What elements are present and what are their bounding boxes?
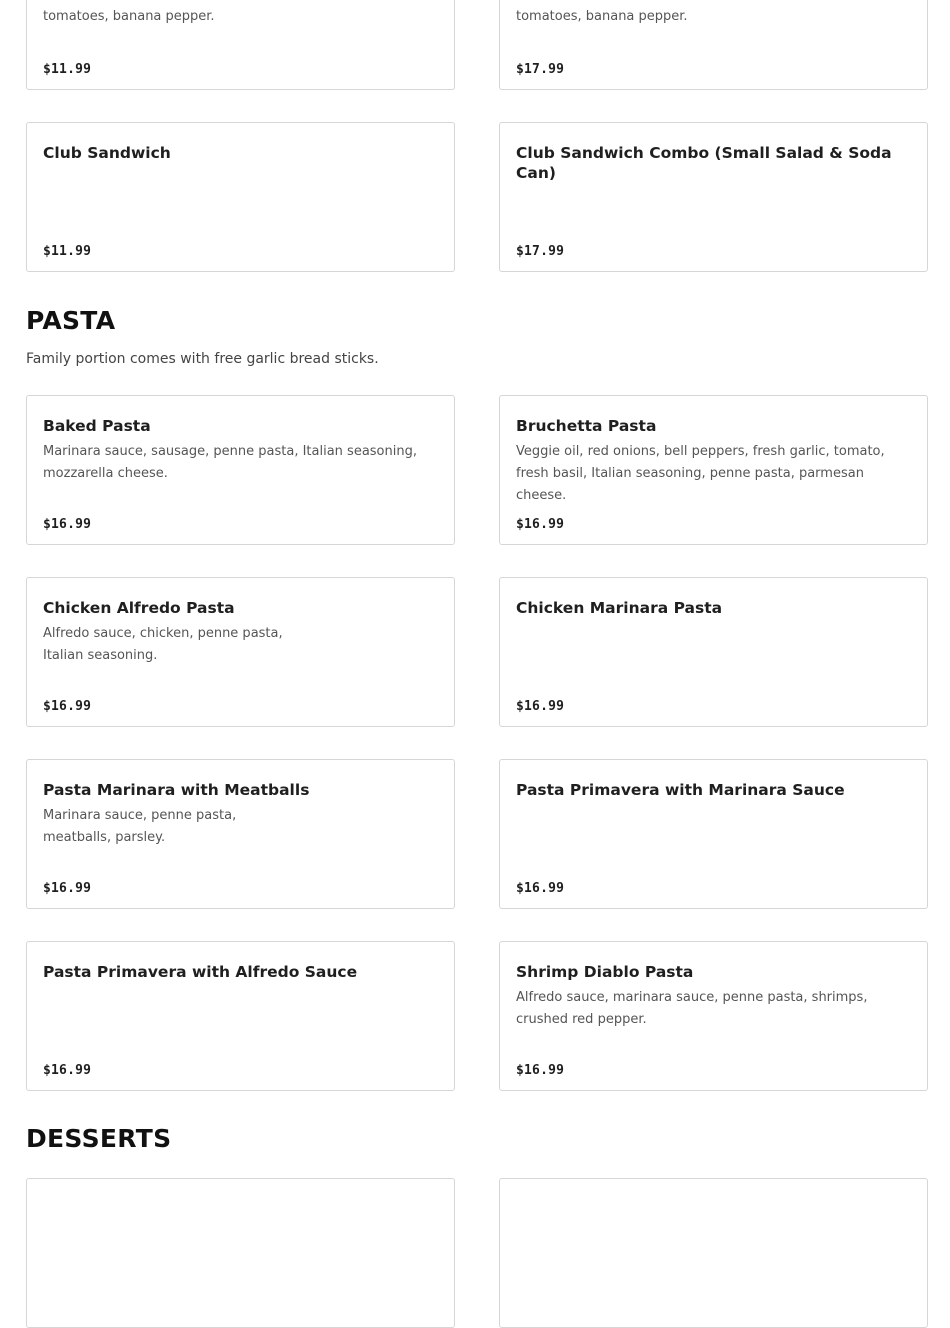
menu-item-description: Marinara sauce, sausage, penne pasta, Italian seasoning, mozzarella cheese. [43,444,417,481]
menu-item-description: tomatoes, banana pepper. [516,9,688,24]
menu-item-price: $16.99 [43,517,92,532]
menu-item-price: $11.99 [43,244,92,259]
menu-item-title: Baked Pasta [43,417,151,435]
menu-item-card[interactable] [26,0,455,90]
menu-item-card[interactable] [499,577,928,727]
menu-item-card[interactable] [499,941,928,1091]
menu-item-card[interactable] [499,759,928,909]
menu-item-title: Pasta Marinara with Meatballs [43,781,310,799]
menu-item-title: Club Sandwich [43,144,171,162]
menu-item-card[interactable] [26,1178,455,1328]
menu-item-title: Pasta Primavera with Marinara Sauce [516,781,845,799]
menu-item-card[interactable] [499,395,928,545]
menu-item-card[interactable] [499,1178,928,1328]
menu-item-card[interactable] [499,122,928,272]
menu-item-price: $17.99 [516,244,565,259]
desserts-grid [26,1178,928,1328]
menu-item-card[interactable] [26,122,455,272]
menu-item-description: Alfredo sauce, chicken, penne pasta, Italian seasoning. [43,626,283,663]
section-title-desserts: DESSERTS [26,1124,172,1153]
menu-item-price: $16.99 [43,881,92,896]
menu-item-card[interactable] [26,577,455,727]
menu-item-card[interactable] [499,0,928,90]
menu-item-card[interactable] [26,395,455,545]
menu-item-card[interactable] [26,941,455,1091]
menu-item-title: Club Sandwich Combo (Small Salad & Soda Can) [516,144,892,182]
sandwiches-grid [26,0,928,272]
menu-item-price: $16.99 [43,1063,92,1078]
menu-item-title: Chicken Alfredo Pasta [43,599,235,617]
menu-item-price: $11.99 [43,62,92,77]
menu-item-description: Veggie oil, red onions, bell peppers, fresh garlic, tomato, fresh basil, Italian seasoning, penne pasta, parmesan cheese. [516,444,885,503]
menu-item-title: Shrimp Diablo Pasta [516,963,694,981]
menu-item-description: Marinara sauce, penne pasta, meatballs, parsley. [43,808,237,845]
menu-item-description: tomatoes, banana pepper. [43,9,215,24]
menu-item-price: $16.99 [516,881,565,896]
menu-item-card[interactable] [26,759,455,909]
menu-item-price: $16.99 [516,699,565,714]
menu-item-description: Alfredo sauce, marinara sauce, penne pasta, shrimps, crushed red pepper. [516,990,868,1027]
menu-item-price: $17.99 [516,62,565,77]
menu-item-title: Pasta Primavera with Alfredo Sauce [43,963,358,981]
menu-item-title: Chicken Marinara Pasta [516,599,723,617]
section-title-pasta: PASTA [26,306,116,335]
menu-item-title: Bruchetta Pasta [516,417,657,435]
menu-item-price: $16.99 [516,517,565,532]
menu-item-price: $16.99 [43,699,92,714]
pasta-grid [26,395,928,1091]
section-subtitle-pasta: Family portion comes with free garlic bread sticks. [26,351,379,367]
menu-item-price: $16.99 [516,1063,565,1078]
